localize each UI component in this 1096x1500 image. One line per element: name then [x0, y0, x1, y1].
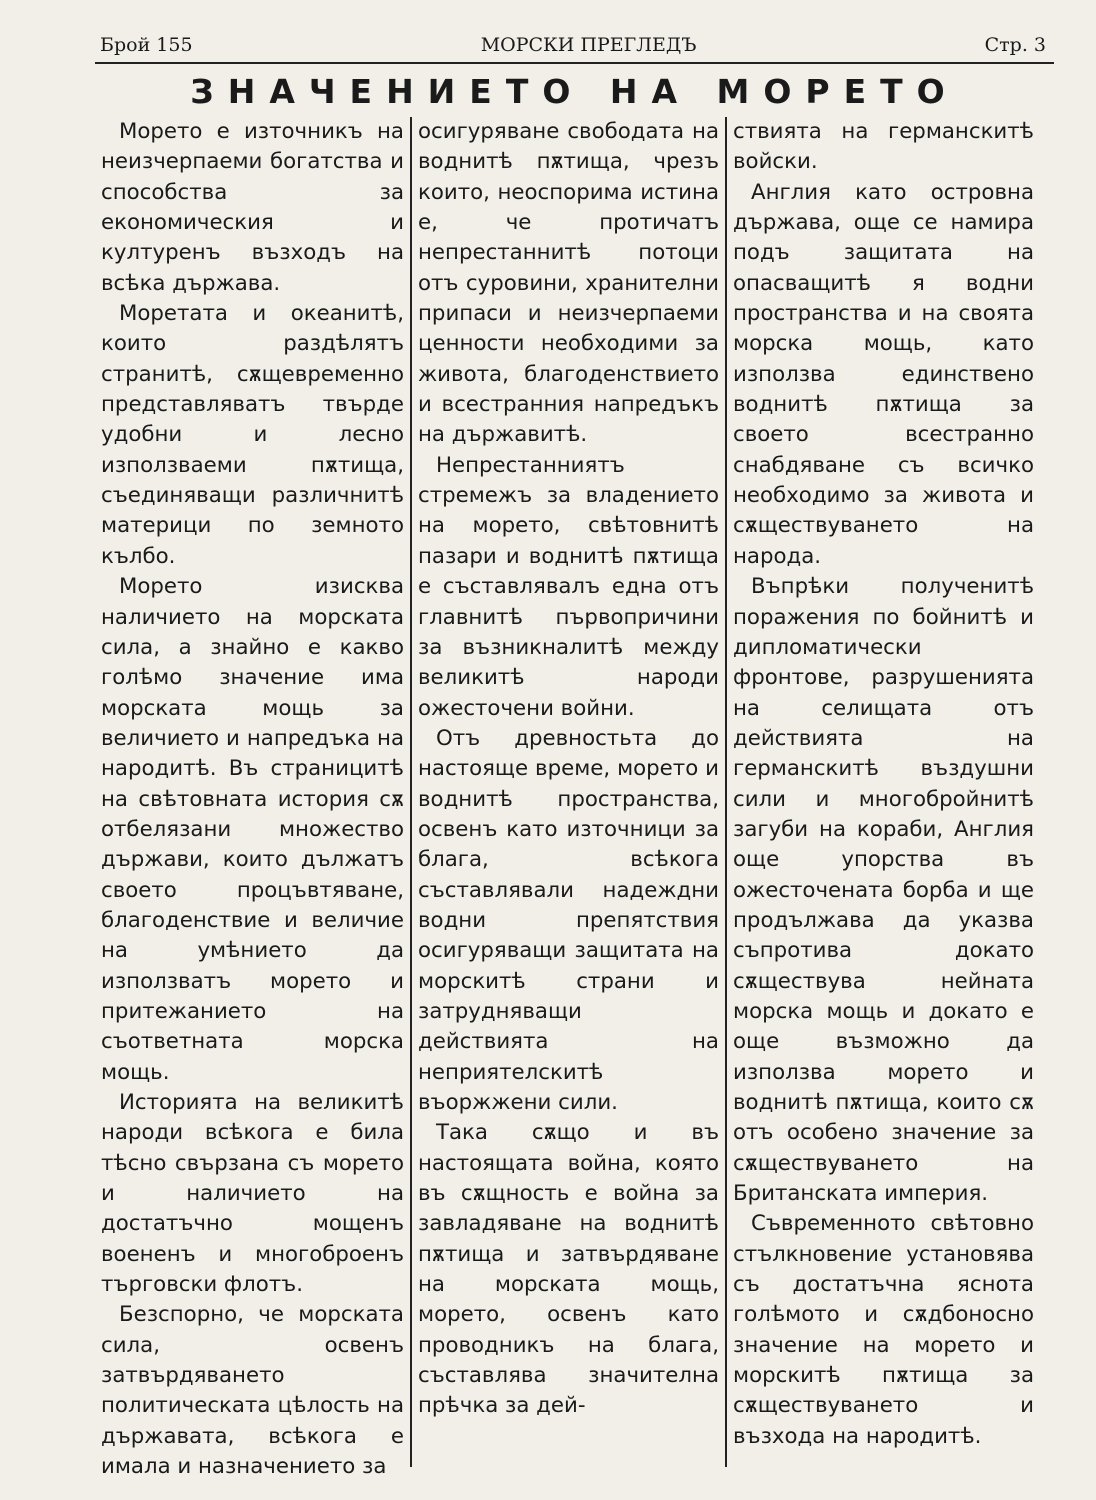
page-number: Стр. 3	[984, 34, 1046, 56]
paragraph: Отъ древностьта до настояще време, морето и воднитѣ пространства, освенъ като източници за блага, всѣкога съставлявали надеждни водни препятствия осигуряващи защитата на морскитѣ страни и затрудняващи действията на неприятелскитѣ въоржжени сили.	[418, 725, 719, 1115]
journal-name: МОРСКИ ПРЕГЛЕДЪ	[480, 34, 697, 56]
page-header	[100, 30, 1046, 60]
paragraph: Съвременното свѣтовно стълкновение установява съ достатъчна яснота голѣмото и сѫдбоносно значение на морето и морскитѣ пѫтища за сѫществуването и възхода на народитѣ.	[733, 1211, 1034, 1449]
paragraph: Морето е източникъ на неизчерпаеми богатства и способства за економическия и културенъ възходъ на всѣка държава.	[101, 119, 404, 296]
article-title: ЗНАЧЕНИЕТО НА МОРЕТО	[190, 72, 959, 111]
article-columns	[95, 117, 1065, 1480]
paragraph: Непрестанниятъ стремежъ за владението на морето, свѣтовнитѣ пазари и воднитѣ пѫтища е съставлявалъ една отъ главнитѣ първопричини за възникналитѣ между великитѣ народи ожесточени войни.	[418, 452, 719, 721]
paragraph: Историята на великитѣ народи всѣкога е била тѣсно свързана съ морето и наличието на достатъчно мощенъ воененъ и многоброенъ търговски флотъ.	[101, 1090, 404, 1298]
paragraph: осигуряване свободата на воднитѣ пѫтища, чрезъ които, неоспорима истина е, че протичатъ непрестаннитѣ потоци отъ суровини, хранителни припаси и неизчерпаеми ценности необходими за живота, благоденствието и всестранния напредъкъ на държавитѣ.	[418, 119, 719, 448]
issue-number: Брой 155	[100, 34, 193, 56]
paragraph: ствията на германскитѣ войски.	[733, 119, 1034, 175]
paragraph: Безспорно, че морската сила, освенъ затвърдяването политическата цѣлость на държавата, всѣкога е имала и назначението за	[101, 1302, 404, 1480]
paragraph: Моретата и океанитѣ, които раздѣлятъ странитѣ, сѫщевременно представляватъ твърде удобни и лесно използваеми пѫтища, съединяващи различнитѣ материци по земното кълбо.	[101, 301, 404, 569]
paragraph: Въпрѣки полученитѣ поражения по бойнитѣ и дипломатически фронтове, разрушенията на селищата отъ действията на германскитѣ въздушни сили и многобройнитѣ загуби на кораби, Англия още упорства въ ожесточената борба и ще продължава да указва съпротива докато сѫществува нейната морска мощь и докато е още възможно да използва морето и воднитѣ пѫтища, които сѫ отъ особено значение за сѫществуването на Британската империя.	[733, 574, 1034, 1207]
paragraph: Англия като островна държава, още се намира подъ защитата на опасващитѣ я водни пространства и на своята морска мощь, като използва единствено воднитѣ пѫтища за своето всестранно снабдяване съ всичко необходимо за живота и сѫществуването на народа.	[733, 179, 1034, 569]
paragraph: Така сѫщо и въ настоящата война, която въ сѫщность е война за завладяване на воднитѣ пѫтища и затвърдяване на морската мощь, морето, освенъ като проводникъ на блага, съставлява значителна прѣчка за дей-	[418, 1120, 719, 1419]
column-2	[410, 117, 725, 1467]
header-rule	[95, 62, 1054, 64]
paragraph: Морето изисква наличието на морската сила, а знайно е какво голѣмо значение има морската мощь за величието и напредъка на народитѣ. Въ страницитѣ на свѣтовната история сѫ отбелязани множество държави, които дължатъ своето процъвтяване, благоденствие и величие на умѣнието да използватъ морето и притежанието на съответната морска мощь.	[101, 574, 404, 1085]
column-3	[725, 117, 1040, 1467]
column-1	[95, 117, 410, 1480]
